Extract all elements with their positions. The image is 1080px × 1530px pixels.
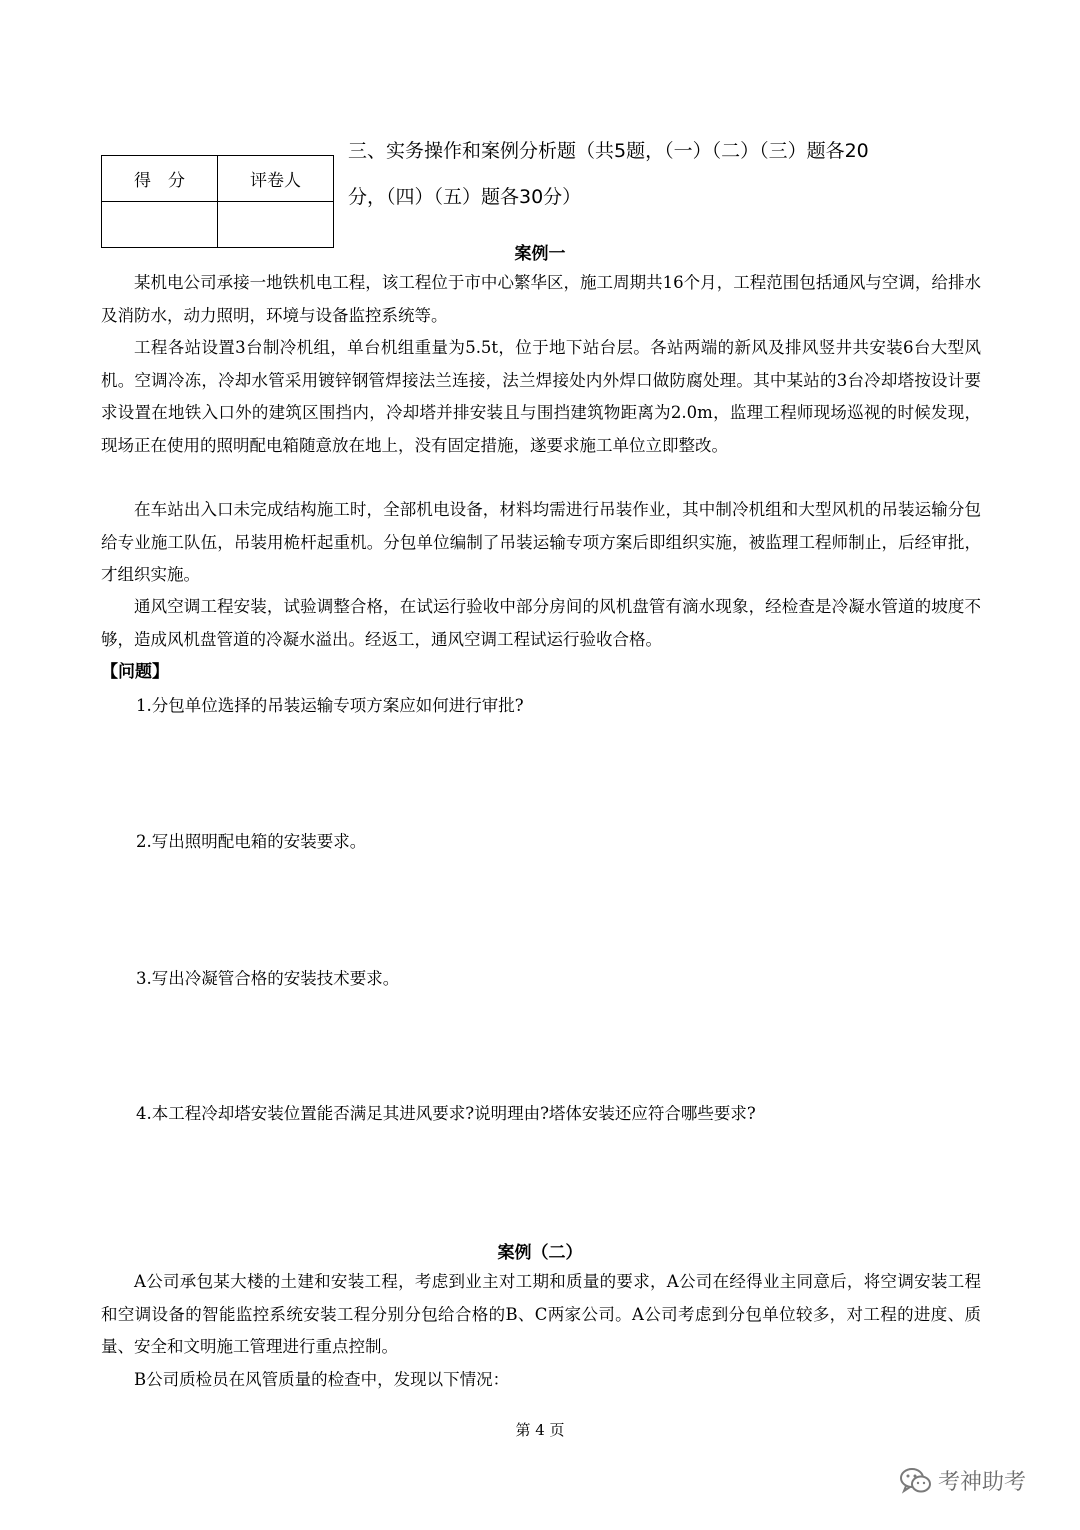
watermark <box>900 1465 1026 1496</box>
question-1: 1.分包单位选择的吊装运输专项方案应如何进行审批? <box>136 696 524 715</box>
case1-paragraph-4: 通风空调工程安装，试验调整合格，在试运行验收中部分房间的风机盘管有滴水现象，经检查是冷凝水管道的坡度不够，造成风机盘管道的冷凝水溢出。经返工，通风空调工程试运行验收合格。 <box>101 597 981 649</box>
question-4: 4.本工程冷却塔安装位置能否满足其进风要求?说明理由?塔体安装还应符合哪些要求? <box>136 1104 756 1123</box>
section-title <box>348 128 988 220</box>
case2-title: 案例（二） <box>497 1243 583 1263</box>
page-number: 第 4 页 <box>515 1421 565 1439</box>
question-2: 2.写出照明配电箱的安装要求。 <box>136 832 367 851</box>
wechat-icon <box>900 1467 932 1495</box>
section-title-line2: 分，（四）（五）题各30分） <box>348 186 582 208</box>
section-title-line1: 三、实务操作和案例分析题（共5题，（一）（二）（三）题各20 <box>348 140 869 162</box>
question-3: 3.写出冷凝管合格的安装技术要求。 <box>136 969 400 988</box>
case2-paragraph-2: B公司质检员在风管质量的检查中，发现以下情况： <box>134 1370 510 1389</box>
score-header: 得 分 <box>102 156 218 202</box>
questions-heading: 【问题】 <box>101 662 169 682</box>
score-table <box>101 155 334 248</box>
case1-paragraph-3: 在车站出入口未完成结构施工时，全部机电设备，材料均需进行吊装作业，其中制冷机组和大型风机的吊装运输分包给专业施工队伍，吊装用桅杆起重机。分包单位编制了吊装运输专项方案后即组织实施，被监理工程师制止，后经审批，才组织实施。 <box>101 500 981 584</box>
grader-header: 评卷人 <box>218 156 334 202</box>
case1-paragraph-1: 某机电公司承接一地铁机电工程，该工程位于市中心繁华区，施工周期共16个月，工程范围包括通风与空调，给排水及消防水，动力照明，环境与设备监控系统等。 <box>101 273 981 325</box>
case2-paragraph-1: A公司承包某大楼的土建和安装工程，考虑到业主对工期和质量的要求，A公司在经得业主同意后，将空调安装工程和空调设备的智能监控系统安装工程分别分包给合格的B、C两家公司。A公司考虑到分包单位较多，对工程的进度、质量、安全和文明施工管理进行重点控制。 <box>101 1272 981 1356</box>
watermark-text: 考神助考 <box>938 1470 1027 1495</box>
case1-title: 案例一 <box>514 244 566 264</box>
case1-paragraph-2: 工程各站设置3台制冷机组，单台机组重量为5.5t，位于地下站台层。各站两端的新风及排风竖井共安装6台大型风机。空调冷冻，冷却水管采用镀锌钢管焊接法兰连接，法兰焊接处内外焊口做防腐处理。其中某站的3台冷却塔按设计要求设置在地铁入口外的建筑区围挡内，冷却塔并排安装且与围挡建筑物距离为2.0m，监理工程师现场巡视的时候发现，现场正在使用的照明配电箱随意放在地上，没有固定措施，遂要求施工单位立即整改。 <box>101 338 981 455</box>
